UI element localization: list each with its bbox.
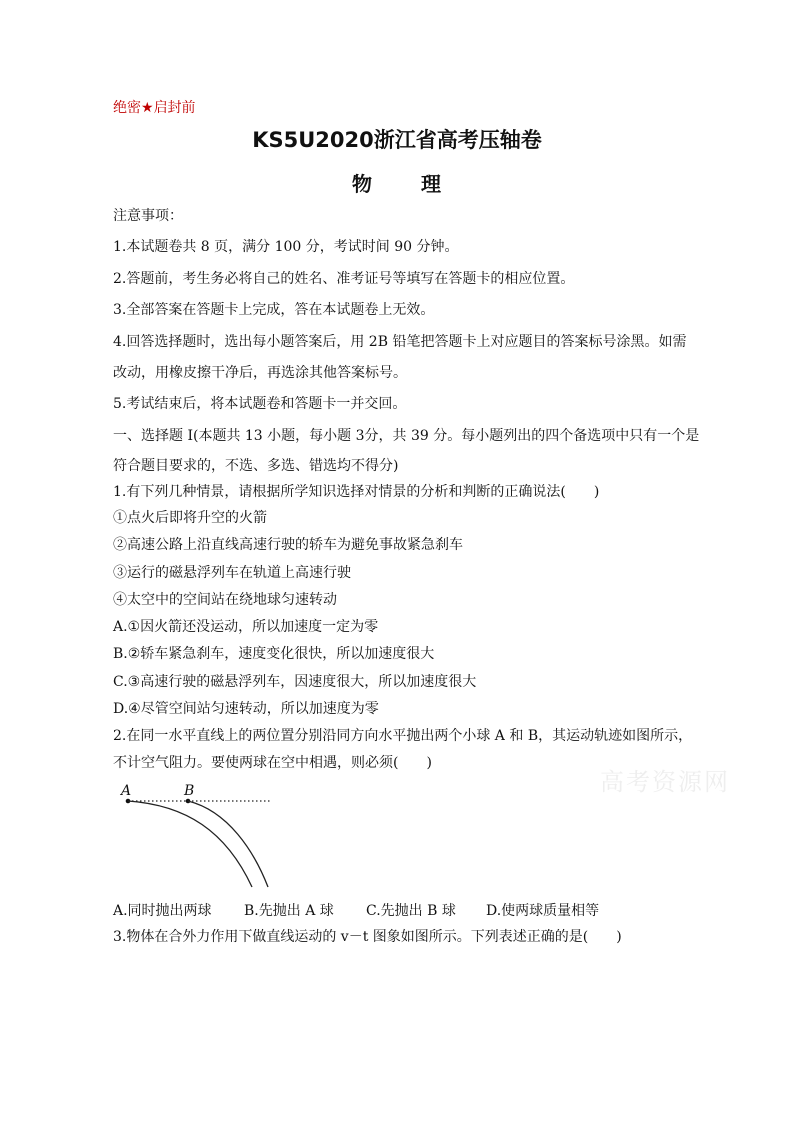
subject-char-1: 物 bbox=[352, 172, 373, 196]
q2-option-b: B.先抛出 A 球 bbox=[244, 903, 334, 919]
watermark: 高考资源网 bbox=[600, 768, 730, 796]
trajectory-figure bbox=[116, 781, 286, 891]
q1-option-d: D.④尽管空间站匀速转动，所以加速度为零 bbox=[113, 701, 379, 717]
q1-stem: 1.有下列几种情景，请根据所学知识选择对情景的分析和判断的正确说法( ) bbox=[113, 484, 600, 500]
q1-option-b: B.②轿车紧急刹车，速度变化很快，所以加速度很大 bbox=[113, 646, 435, 662]
q2-stem-cont: 不计空气阻力。要使两球在空中相遇，则必须( ) bbox=[113, 755, 432, 771]
q2-option-c: C.先抛出 B 球 bbox=[366, 903, 456, 919]
q1-option-c: C.③高速行驶的磁悬浮列车，因速度很大，所以加速度很大 bbox=[113, 674, 477, 690]
confidential-text-after: 启封前 bbox=[153, 100, 196, 116]
q2-stem: 2.在同一水平直线上的两位置分别沿同方向水平抛出两个小球 A 和 B，其运动轨迹如图所示， bbox=[113, 728, 693, 744]
subject-char-2: 理 bbox=[421, 172, 442, 196]
q1-scene-4: ④太空中的空间站在绕地球匀速转动 bbox=[113, 592, 337, 608]
notice-item-2: 2.答题前，考生务必将自己的姓名、准考证号等填写在答题卡的相应位置。 bbox=[113, 271, 575, 287]
q3-stem: 3.物体在合外力作用下做直线运动的 v－t 图象如图所示。下列表述正确的是( ) bbox=[113, 929, 622, 945]
label-b: B bbox=[184, 783, 195, 799]
notice-item-4: 4.回答选择题时，选出每小题答案后，用 2B 铅笔把答题卡上对应题目的答案标号涂黑。如需 bbox=[113, 334, 687, 350]
trajectory-b bbox=[188, 801, 268, 887]
q1-scene-3: ③运行的磁悬浮列车在轨道上高速行驶 bbox=[113, 565, 351, 581]
notice-item-1: 1.本试题卷共 8 页，满分 100 分，考试时间 90 分钟。 bbox=[113, 239, 459, 255]
subject-title bbox=[0, 168, 794, 197]
star-icon: ★ bbox=[141, 100, 154, 116]
section-heading: 一、选择题 I(本题共 13 小题，每小题 3分，共 39 分。每小题列出的四个备选项中只有一个是 bbox=[113, 428, 700, 444]
section-heading-cont: 符合题目要求的，不选、多选、错选均不得分) bbox=[113, 458, 399, 474]
label-a: A bbox=[121, 783, 132, 799]
q1-scene-1: ①点火后即将升空的火箭 bbox=[113, 510, 267, 526]
confidential-text: 绝密 bbox=[113, 100, 141, 116]
notice-heading: 注意事项： bbox=[113, 208, 183, 224]
exam-title: KS5U2020浙江省高考压轴卷 bbox=[252, 128, 542, 152]
q1-scene-2: ②高速公路上沿直线高速行驶的轿车为避免事故紧急刹车 bbox=[113, 537, 463, 553]
confidential-mark bbox=[113, 97, 196, 117]
trajectory-a bbox=[128, 801, 252, 887]
q2-option-a: A.同时抛出两球 bbox=[113, 903, 212, 919]
notice-item-4-cont: 改动，用橡皮擦干净后，再选涂其他答案标号。 bbox=[113, 365, 407, 381]
q1-option-a: A.①因火箭还没运动，所以加速度一定为零 bbox=[113, 619, 379, 635]
notice-item-3: 3.全部答案在答题卡上完成，答在本试题卷上无效。 bbox=[113, 302, 435, 318]
notice-item-5: 5.考试结束后，将本试题卷和答题卡一并交回。 bbox=[113, 396, 407, 412]
q2-option-d: D.使两球质量相等 bbox=[486, 903, 600, 919]
